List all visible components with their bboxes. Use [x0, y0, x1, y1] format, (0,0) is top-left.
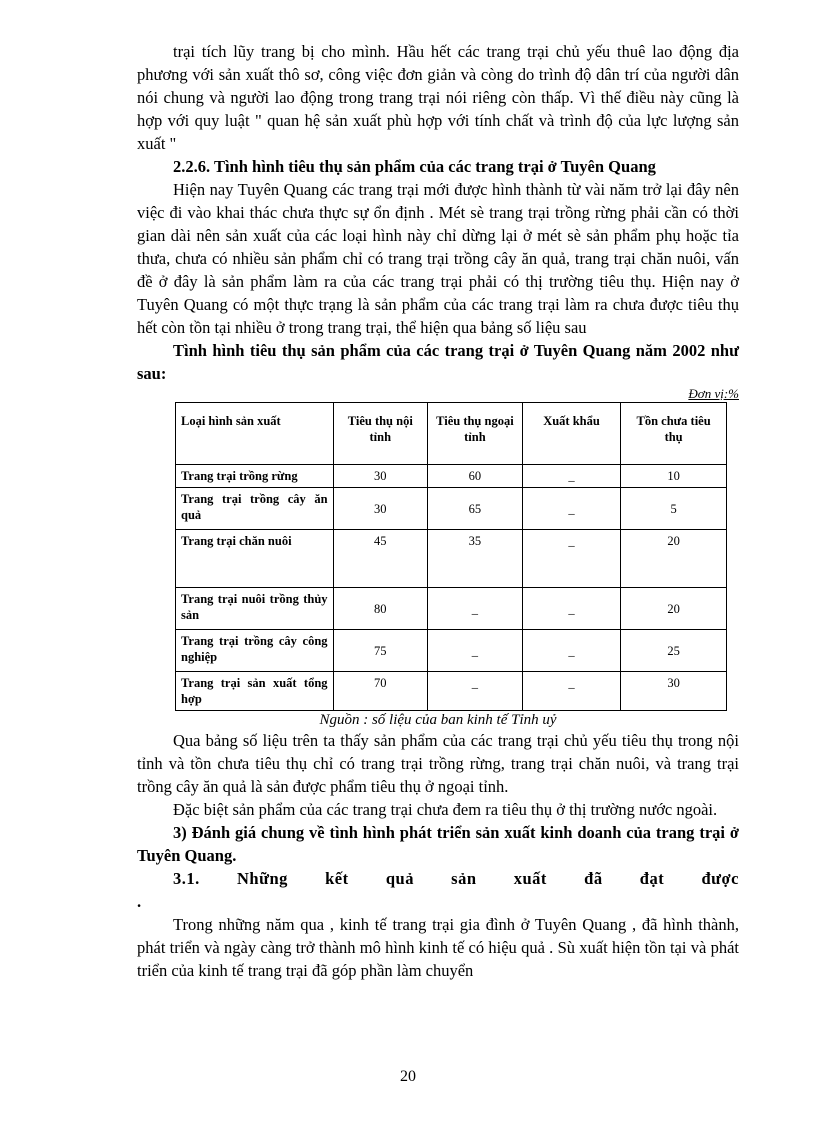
header-cell: Loại hình sản xuất	[176, 403, 334, 465]
table-cell: 10	[621, 465, 727, 488]
table-cell: _	[522, 488, 620, 530]
table-cell: _	[522, 672, 620, 711]
row-label: Trang trại trồng cây ăn quả	[176, 488, 334, 530]
paragraph: Trong những năm qua , kinh tế trang trại gia đình ở Tuyên Quang , đã hình thành, phát triển và ngày càng trở thành mô hình kinh tế có hiệu quả . Sù xuất hiện tồn tại và phát triển của kinh tế trang trại đã góp phần làm chuyển	[137, 915, 739, 980]
section-heading-3-1: 3.1. Những kết quả sản xuất đã đạt được .	[137, 869, 739, 911]
header-cell: Tồn chưa tiêu thụ	[621, 403, 727, 465]
paragraph: Đặc biệt sản phẩm của các trang trại chưa đem ra tiêu thụ ở thị trường nước ngoài.	[173, 800, 718, 819]
table-cell: _	[428, 672, 523, 711]
consumption-table	[175, 402, 727, 711]
row-label: Trang trại nuôi trồng thủy sản	[176, 588, 334, 630]
table-cell: _	[428, 630, 523, 672]
table-row	[176, 530, 727, 588]
table-cell: 25	[621, 630, 727, 672]
table-source: Nguồn : số liệu của ban kinh tế Tỉnh uỷ	[319, 712, 557, 728]
table-cell: 65	[428, 488, 523, 530]
table-cell: _	[522, 588, 620, 630]
section-heading-3: 3) Đánh giá chung về tình hình phát triển sản xuất kinh doanh của trang trại ở Tuyên Quang.	[137, 823, 739, 865]
table-cell: 35	[428, 530, 523, 588]
table-cell: _	[522, 530, 620, 588]
header-cell: Xuất khẩu	[522, 403, 620, 465]
table-cell: _	[428, 588, 523, 630]
table-cell: 75	[333, 630, 427, 672]
row-label: Trang trại trồng cây công nghiệp	[176, 630, 334, 672]
page-number: 20	[400, 1068, 416, 1085]
table-cell: 30	[333, 488, 427, 530]
section-heading-2-2-6: 2.2.6. Tình hình tiêu thụ sản phẩm của các trang trại ở Tuyên Quang	[173, 157, 656, 176]
row-label: Trang trại trồng rừng	[176, 465, 334, 488]
table-cell: _	[522, 465, 620, 488]
table-cell: 30	[621, 672, 727, 711]
table-row	[176, 630, 727, 672]
table-title: Tình hình tiêu thụ sản phẩm của các trang trại ở Tuyên Quang năm 2002 như sau:	[137, 341, 739, 383]
header-cell: Tiêu thụ nội tỉnh	[333, 403, 427, 465]
table-cell: 80	[333, 588, 427, 630]
table-cell: 45	[333, 530, 427, 588]
table-cell: 20	[621, 588, 727, 630]
table-row	[176, 672, 727, 711]
paragraph: trại tích lũy trang bị cho mình. Hầu hết các trang trại chủ yếu thuê lao động địa phương với sản xuất thô sơ, công việc đơn giản và còng do trình độ dân trí của người dân nói chung và người lao động trong trang trại nói riêng còn thấp. Vì thế điều này cũng là hợp với quy luật " quan hệ sản xuất phù hợp với tính chất và trình độ của lực lượng sản xuất "	[137, 42, 739, 153]
table-row	[176, 488, 727, 530]
table-cell: _	[522, 630, 620, 672]
table-cell: 60	[428, 465, 523, 488]
table-unit: Đơn vị:%	[688, 386, 739, 401]
table-header-row	[176, 403, 727, 465]
table-cell: 70	[333, 672, 427, 711]
table-cell: 5	[621, 488, 727, 530]
table-row	[176, 465, 727, 488]
table-cell: 20	[621, 530, 727, 588]
row-label: Trang trại chăn nuôi	[176, 530, 334, 588]
row-label: Trang trại sản xuất tổng hợp	[176, 672, 334, 711]
table-row	[176, 588, 727, 630]
paragraph: Qua bảng số liệu trên ta thấy sản phẩm của các trang trại chủ yếu tiêu thụ trong nội tỉnh và tồn chưa tiêu thụ chỉ có trang trại trồng rừng, trang trại chăn nuôi, và trang trại trồng cây ăn quả là sản được phẩm tiêu thụ ở ngoại tỉnh.	[137, 731, 739, 796]
header-cell: Tiêu thụ ngoại tỉnh	[428, 403, 523, 465]
table-cell: 30	[333, 465, 427, 488]
paragraph: Hiện nay Tuyên Quang các trang trại mới được hình thành từ vài năm trở lại đây nên việc đi vào khai thác chưa thực sự ổn định . Mét sè trang trại trồng rừng phải cần có thời gian dài nên sản xuất của các loại hình này chỉ dừng lại ở mét sè sản phẩm phụ hoặc tỉa thưa, chưa có nhiều sản phẩm chỉ có trang trại trồng cây ăn quả, trang trại chăn nuôi, vấn đề ở đây là sản phẩm làm ra của các trang trại phải có thị trường tiêu thụ. Hiện nay ở Tuyên Quang có một thực trạng là sản phẩm của các trang trại làm ra chưa được tiêu thụ hết còn tồn tại nhiều ở trong trang trại, thể hiện qua bảng số liệu sau	[137, 180, 739, 337]
document-page	[137, 40, 739, 982]
